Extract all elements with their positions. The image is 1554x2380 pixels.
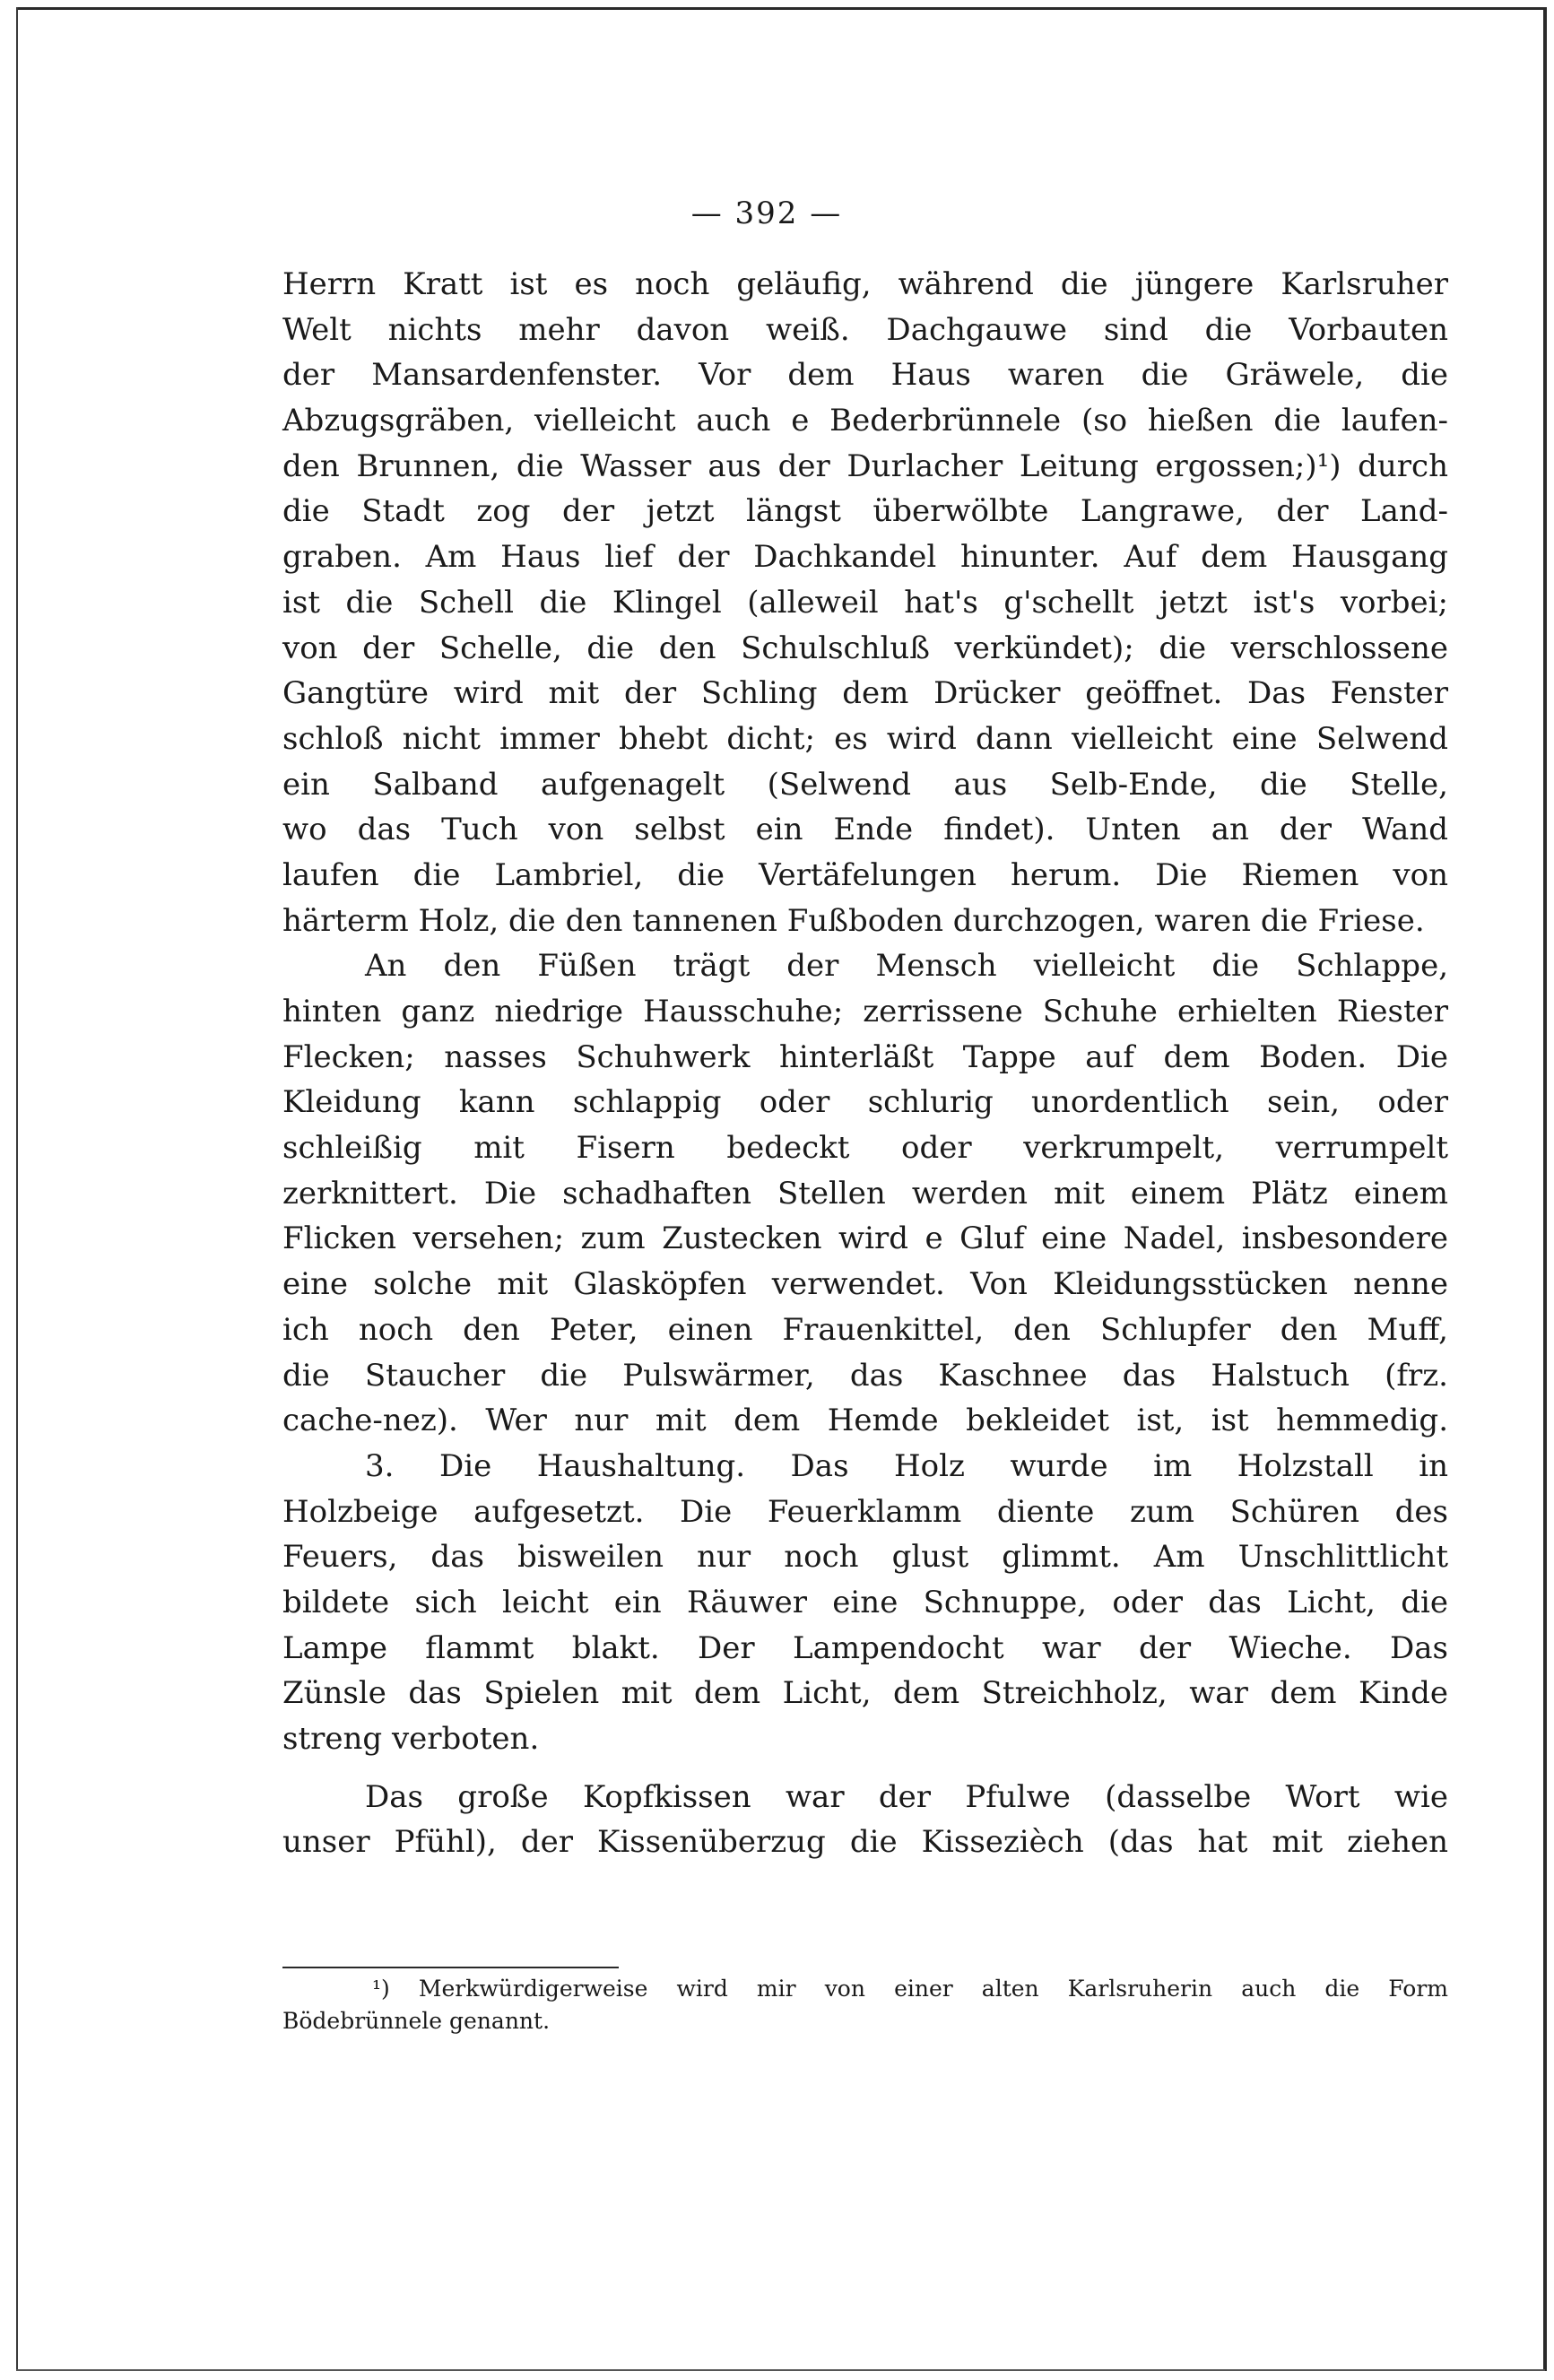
- text-line: die Staucher die Pulswärmer, das Kaschnee das Halstuch (frz.: [282, 1357, 1448, 1394]
- paragraph-gap: [282, 1762, 1448, 1775]
- text-line: streng verboten.: [282, 1721, 540, 1757]
- text-line: schloß nicht immer bhebt dicht; es wird dann vielleicht eine Selwend: [282, 720, 1448, 757]
- scan-edge-right: [1543, 7, 1547, 2371]
- text-line: Lampe flammt blakt. Der Lampendocht war der Wieche. Das: [282, 1629, 1448, 1666]
- text-line: wo das Tuch von selbst ein Ende findet). Unten an der Wand: [282, 812, 1448, 848]
- text-line: schleißig mit Fisern bedeckt oder verkrumpelt, verrumpelt: [282, 1130, 1448, 1167]
- text-line: eine solche mit Glasköpfen verwendet. Von Kleidungsstücken nenne: [282, 1266, 1448, 1303]
- book-page: [282, 0, 1448, 2380]
- text-line: den Brunnen, die Wasser aus der Durlacher Leitung ergossen;)¹) durch: [282, 447, 1448, 484]
- text-line: von der Schelle, die den Schulschluß verkündet); die verschlossene: [282, 630, 1448, 666]
- text-line: Holzbeige aufgesetzt. Die Feuerklamm diente zum Schüren des: [282, 1493, 1448, 1530]
- footnotes: [282, 1973, 1448, 2037]
- text-line: cache-nez). Wer nur mit dem Hemde bekleidet ist, ist hemmedig.: [282, 1403, 1448, 1439]
- body-text: [282, 262, 1448, 1865]
- text-line: laufen die Lambriel, die Vertäfelungen herum. Die Riemen von: [282, 856, 1448, 893]
- text-line: Feuers, das bisweilen nur noch glust glimmt. Am Unschlittlicht: [282, 1539, 1448, 1576]
- text-line: hinten ganz niedrige Hausschuhe; zerrissene Schuhe erhielten Riester: [282, 994, 1448, 1029]
- text-line: Zünsle das Spielen mit dem Licht, dem Streichholz, war dem Kinde: [282, 1675, 1448, 1712]
- text-line: bildete sich leicht ein Räuwer eine Schnuppe, oder das Licht, die: [282, 1584, 1448, 1620]
- text-line: graben. Am Haus lief der Dachkandel hinunter. Auf dem Hausgang: [282, 539, 1448, 576]
- text-line: ein Salband aufgenagelt (Selwend aus Selb-Ende, die Stelle,: [282, 766, 1448, 803]
- text-line: ist die Schell die Klingel (alleweil hat's g'schellt jetzt ist's vorbei;: [282, 584, 1448, 621]
- text-line: härterm Holz, die den tannenen Fußboden durchzogen, waren die Friese.: [282, 902, 1425, 939]
- text-line: Abzugsgräben, vielleicht auch e Bederbrünnele (so hießen die laufen-: [282, 403, 1448, 439]
- text-line: unser Pfühl), der Kissenüberzug die Kissezièch (das hat mit ziehen: [282, 1824, 1448, 1861]
- text-line: Welt nichts mehr davon weiß. Dachgauwe sind die Vorbauten: [282, 311, 1448, 348]
- text-line: zerknittert. Die schadhaften Stellen werden mit einem Plätz einem: [282, 1175, 1448, 1212]
- section-heading-line: 3. Die Haushaltung. Das Holz wurde im Holzstall in: [365, 1447, 1448, 1484]
- text-line: Flecken; nasses Schuhwerk hinterläßt Tappe auf dem Boden. Die: [282, 1038, 1448, 1075]
- text-line: die Stadt zog der jetzt längst überwölbte Langrawe, der Land-: [282, 493, 1448, 530]
- text-line: ich noch den Peter, einen Frauenkittel, den Schlupfer den Muff,: [282, 1311, 1448, 1348]
- text-line: Gangtüre wird mit der Schling dem Drücker geöffnet. Das Fenster: [282, 675, 1448, 712]
- page-number: — 392 —: [690, 195, 843, 231]
- text-line: An den Füßen trägt der Mensch vielleicht die Schlappe,: [365, 948, 1448, 985]
- text-line: der Mansardenfenster. Vor dem Haus waren die Gräwele, die: [282, 357, 1448, 394]
- text-line: Herrn Kratt ist es noch geläufig, während die jüngere Karlsruher: [282, 266, 1448, 302]
- scan-edge-left: [16, 7, 18, 2371]
- footnote-rule: [282, 1967, 619, 1968]
- text-line: Flicken versehen; zum Zustecken wird e Gluf eine Nadel, insbesondere: [282, 1220, 1448, 1257]
- text-line: Das große Kopfkissen war der Pfulwe (dasselbe Wort wie: [365, 1778, 1448, 1815]
- footnote-line: Bödebrünnele genannt.: [282, 2008, 551, 2034]
- text-line: Kleidung kann schlappig oder schlurig unordentlich sein, oder: [282, 1084, 1448, 1121]
- footnote-line: ¹) Merkwürdigerweise wird mir von einer alten Karlsruherin auch die Form: [372, 1976, 1448, 2002]
